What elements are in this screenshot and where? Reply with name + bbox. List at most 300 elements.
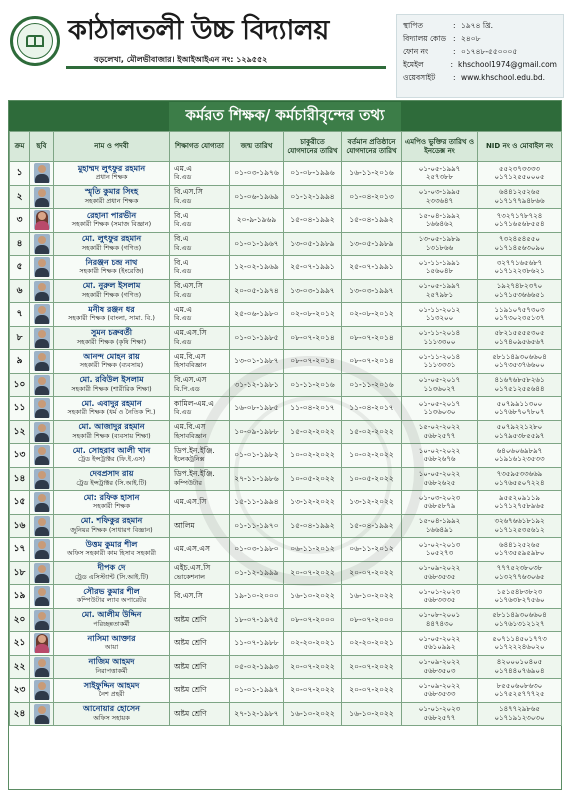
service-join-date-cell — [284, 326, 342, 350]
institution-join-date-cell — [342, 350, 402, 374]
staff-name: মো. এবাদুর রহমান — [81, 398, 142, 408]
name-cell — [54, 162, 170, 186]
name-cell — [54, 538, 170, 562]
birth-date: ১৬-০৮-১৯৮৫ — [234, 403, 279, 412]
service-join-date-cell — [284, 514, 342, 538]
serial-cell: ৯ — [10, 350, 30, 374]
name-cell — [54, 467, 170, 491]
mpo-index: ৫৬৮২৬৭৬ — [423, 455, 456, 464]
mpo-index: ৫৬৮৩৩৩৫ — [423, 596, 456, 605]
institution-join-date: ০৬-১১-২০১২ — [349, 544, 394, 553]
serial-cell: ১৭ — [10, 538, 30, 562]
birth-date-cell — [230, 256, 284, 280]
service-join-date: ০৬-১১-২০১২ — [290, 544, 335, 553]
mpo-date: ০১-০৫-২০২২ — [418, 634, 461, 643]
mpo-index: ১১৩২০০ — [425, 314, 454, 323]
name-cell — [54, 209, 170, 233]
mpo-date: ১৩-০৫-১৯৮৯ — [418, 235, 461, 244]
qualification-primary: অষ্টম শ্রেণি — [174, 614, 207, 624]
mpo-cell — [402, 491, 478, 515]
institution-join-date-cell — [342, 585, 402, 609]
table-row — [10, 232, 562, 256]
birth-date: ২৭-১১-১৯৮৬ — [234, 473, 279, 483]
qualification-primary: অষ্টম শ্রেণি — [174, 685, 207, 694]
staff-designation: সহকারী শিক্ষক (কৃষি শিক্ষা) — [76, 337, 147, 346]
mpo-date: ০১-০৩-২০২৩ — [418, 493, 461, 502]
nid-mobile-cell — [478, 538, 562, 562]
birth-date: ৩১-১২-১৯৮১ — [234, 379, 279, 389]
service-join-date-cell — [284, 397, 342, 421]
institution-join-date: ১৫-০২-২০২২ — [349, 426, 394, 436]
mpo-cell — [402, 209, 478, 233]
mpo-index: ৫৬৮২৫৭৭ — [423, 431, 456, 440]
photo-cell — [30, 303, 54, 327]
qualification-primary: ডিপ.ইন.ইঞ্জি. — [174, 469, 215, 479]
column-header: ক্রম — [10, 132, 30, 162]
serial-cell: ১০ — [10, 373, 30, 397]
birth-date-cell — [230, 608, 284, 632]
birth-date-cell — [230, 162, 284, 186]
staff-photo — [34, 704, 50, 724]
table-row — [10, 420, 562, 444]
service-join-date: ২০-০৭-২০২২ — [290, 685, 335, 694]
service-join-date-cell — [284, 279, 342, 303]
qualification-primary: অষ্টম শ্রেণি — [174, 638, 207, 647]
mobile-number: ০১৭১২৫৩৫৬১২ — [494, 525, 545, 534]
mobile-number: ০১৭৫২৫৭৭৭২৫ — [494, 690, 545, 699]
nid-mobile-cell — [478, 373, 562, 397]
qualification-secondary: বি.পি.এড — [174, 384, 200, 393]
birth-date: ১৫-১১-১৯৯৪ — [234, 497, 279, 506]
photo-cell — [30, 467, 54, 491]
service-join-date: ১৬-১০-২০২২ — [290, 708, 335, 718]
serial-cell: ১২ — [10, 420, 30, 444]
service-join-date-cell — [284, 232, 342, 256]
mpo-cell — [402, 608, 478, 632]
service-join-date-cell — [284, 632, 342, 656]
birth-date: ০১-০১-১৯৮২ — [234, 450, 279, 459]
table-row — [10, 467, 562, 491]
service-join-date-cell — [284, 303, 342, 327]
mpo-date: ০১-০৯-২০২২ — [418, 564, 461, 573]
photo-cell — [30, 326, 54, 350]
qualification-secondary: বি.এড — [174, 243, 192, 252]
column-header: ছবি — [30, 132, 54, 162]
birth-date-cell — [230, 420, 284, 444]
service-join-date-cell — [284, 608, 342, 632]
qualification-primary: ডিপ.ইন.ইঞ্জি. — [174, 445, 215, 455]
photo-cell — [30, 679, 54, 703]
qualification-primary: বি.এস.সি — [174, 281, 203, 291]
mobile-number: ০১৭৬৩৮২৭৫৬০ — [494, 596, 545, 605]
service-join-date: ১৬-১০-২০২২ — [290, 591, 335, 600]
qualification-primary: আলিম — [174, 520, 195, 530]
birth-date-cell — [230, 397, 284, 421]
mpo-cell — [402, 326, 478, 350]
nid-number: ৭৩২৪৫৪৫৫০ — [499, 235, 540, 244]
photo-cell — [30, 162, 54, 186]
mpo-index: ৫৬৮২৬২৫ — [423, 478, 456, 487]
qualification-cell — [170, 655, 230, 679]
serial-cell: ১৬ — [10, 514, 30, 538]
nid-number: ৫০৭৯২২১২৮০ — [496, 423, 543, 432]
birth-date-cell — [230, 561, 284, 585]
table-title: কর্মরত শিক্ষক/ কর্মচারীবৃন্দের তথ্য — [169, 102, 400, 131]
qualification-primary: বি.এস.সি — [174, 187, 203, 197]
staff-name: সুমন চক্রবর্তী — [90, 328, 133, 338]
service-join-date-cell — [284, 444, 342, 468]
name-cell — [54, 420, 170, 444]
birth-date-cell — [230, 702, 284, 726]
birth-date-cell — [230, 655, 284, 679]
mpo-date: ১৫-০৪-১৯৯২ — [418, 517, 461, 526]
mpo-index: ১১১৩৩০০ — [423, 337, 456, 346]
mobile-number: ০১৭৩৫৩৭৬৬০০ — [494, 361, 545, 370]
nid-number: ৬৪৪১২৫২৬৫ — [499, 540, 540, 549]
birth-date-cell — [230, 444, 284, 468]
nid-number: ১৯২৭৪৮২৩৭০ — [496, 282, 543, 291]
institution-join-date: ০১-০৪-২০১৩ — [349, 191, 394, 201]
nid-number: ৮৫৫০৬০৮৬৩০ — [496, 681, 543, 690]
staff-photo — [34, 516, 50, 536]
birth-date: ২০-৯-১৯৬৯ — [236, 215, 277, 224]
staff-name: মো. আজাদুর রহমান — [78, 422, 145, 432]
qualification-cell — [170, 444, 230, 468]
nid-number: ৬৪৪১২৫২৬৫ — [499, 188, 540, 197]
nid-mobile-cell — [478, 209, 562, 233]
mpo-date: ০১-০৫-২০১৭ — [418, 399, 461, 408]
photo-cell — [30, 632, 54, 656]
mpo-cell — [402, 538, 478, 562]
service-join-date-cell — [284, 420, 342, 444]
birth-date-cell — [230, 326, 284, 350]
nid-mobile-cell — [478, 232, 562, 256]
qualification-primary: এম.বি.এস — [174, 351, 206, 361]
table-row — [10, 632, 562, 656]
qualification-primary: অষ্টম শ্রেণি — [174, 661, 207, 671]
school-info-box — [396, 14, 564, 98]
nid-mobile-cell — [478, 350, 562, 374]
staff-name: সাইফুদ্দিন আহমদ — [83, 680, 140, 690]
column-header: নাম ও পদবী — [54, 132, 170, 162]
qualification-cell — [170, 702, 230, 726]
mpo-date: ০১-০২-২০১৩ — [418, 540, 461, 549]
nid-number: ৫০৭১১৪৫০১৭৭৩ — [492, 634, 547, 643]
qualification-primary: এম.এস.সি — [174, 328, 207, 338]
info-label: স্থাপিত — [403, 21, 424, 30]
staff-designation: অফিস সহকারী কাম হিসাব সহকারী — [66, 549, 157, 558]
staff-name: সৌরভ কুমার শীল — [83, 586, 140, 596]
service-join-date-cell — [284, 162, 342, 186]
name-cell — [54, 279, 170, 303]
institution-join-date-cell — [342, 561, 402, 585]
institution-join-date: ০৮-০৭-২০১৪ — [349, 332, 394, 342]
qualification-secondary: বি.এড — [174, 267, 192, 276]
nid-number: ৬৪০৬০৬৯৮৯৭ — [496, 446, 543, 455]
serial-cell: ২৩ — [10, 679, 30, 703]
staff-designation: নিরাপত্তাকর্মী — [95, 666, 128, 675]
staff-designation: আয়া — [104, 643, 119, 652]
service-join-date: ১৩-০৩-১৯৯৭ — [290, 285, 335, 295]
qualification-primary: বি.এ — [174, 234, 189, 244]
service-join-date: ১৩-১২-২০২২ — [290, 497, 335, 506]
table-row — [10, 326, 562, 350]
mpo-index: ১৫৬০৪৮ — [425, 267, 454, 276]
photo-cell — [30, 491, 54, 515]
nid-number: ৭৩২৭১৭৮৭২৪ — [496, 211, 543, 220]
info-label: ফোন নং — [403, 47, 429, 56]
mobile-number: ০১৭১৪৫৬৩০৯০ — [494, 243, 545, 252]
nid-number: ৫০৭৯৯১১৩০০ — [496, 399, 543, 408]
service-join-date: ১৫-০২-২০২২ — [290, 426, 335, 436]
service-join-date-cell — [284, 350, 342, 374]
qualification-primary: বি.এ — [174, 257, 189, 267]
name-cell — [54, 350, 170, 374]
service-join-date-cell — [284, 702, 342, 726]
staff-photo — [34, 257, 50, 277]
table-row — [10, 561, 562, 585]
table-row — [10, 350, 562, 374]
table-title-bar — [9, 101, 561, 131]
nid-mobile-cell — [478, 514, 562, 538]
mpo-index: ৫৬৮৩৫০৩ — [423, 666, 456, 675]
qualification-cell — [170, 397, 230, 421]
name-cell — [54, 585, 170, 609]
mpo-date: ০১-০৫-১৯৯৭ — [418, 164, 461, 173]
photo-cell — [30, 538, 54, 562]
photo-cell — [30, 420, 54, 444]
name-cell — [54, 232, 170, 256]
nid-mobile-cell — [478, 491, 562, 515]
nid-mobile-cell — [478, 702, 562, 726]
staff-designation: সহকারী শিক্ষক (শারীরিক শিক্ষা) — [71, 384, 152, 393]
institution-join-date: ১৩-১২-২০২২ — [349, 497, 394, 506]
service-join-date: ১৫-০৪-১৯৯২ — [290, 215, 335, 224]
mobile-number: ০১৭৩০২৩৫১৩৭ — [494, 314, 545, 323]
service-join-date: ০২-২০-২০২১ — [290, 638, 335, 647]
qualification-cell — [170, 585, 230, 609]
birth-date: ০১-০৬-১৯৬৯ — [234, 191, 279, 201]
qualification-primary: এম.এ — [174, 163, 192, 173]
photo-cell — [30, 444, 54, 468]
service-join-date-cell — [284, 185, 342, 209]
mpo-cell — [402, 420, 478, 444]
mobile-number: ০১৭১৭৭৯৪৮৬৬ — [494, 196, 545, 205]
qualification-secondary: বি.এড — [174, 173, 192, 182]
column-header: বর্তমান প্রতিষ্ঠানে যোগদানের তারিখ — [342, 132, 402, 162]
birth-date: ২৭-১২-১৯৮৭ — [234, 708, 279, 718]
mpo-cell — [402, 162, 478, 186]
institution-join-date: ১৩-০৩-১৯৯৭ — [349, 285, 394, 295]
qualification-secondary: ভোকেশনাল — [174, 572, 205, 581]
mpo-cell — [402, 373, 478, 397]
staff-photo — [34, 657, 50, 677]
school-address: বড়লেখা, মৌলভীবাজার। ইআইআইএন নং: ১২৯৫৫২ — [94, 55, 268, 64]
institution-join-date: ১০-০২-২০২২ — [349, 450, 394, 459]
service-join-date: ১১-০৪-২০১৭ — [290, 403, 335, 412]
info-value: ২৪০৮ — [461, 34, 481, 43]
staff-designation: সহকারী প্রধান শিক্ষক — [84, 196, 139, 205]
info-row — [403, 71, 557, 84]
institution-join-date-cell — [342, 702, 402, 726]
service-join-date-cell — [284, 209, 342, 233]
mobile-number: ০১৭১৬৫৬৮৫৫৪ — [494, 220, 545, 229]
birth-date: ০১-১১-১৯৭০ — [234, 520, 279, 530]
mpo-date: ১০-০২-২০২২ — [418, 446, 461, 455]
staff-name: নিরঞ্জন চন্দ্র নাথ — [85, 257, 138, 267]
staff-designation: প্রধান শিক্ষক — [95, 173, 128, 182]
photo-cell — [30, 185, 54, 209]
nid-number: ৩২৭৭১৬৫৬৮৭ — [496, 258, 543, 267]
mpo-index: ৫৬৮২৫৭৭ — [423, 713, 456, 722]
nid-number: ৫৫২৩৭৩৩৩৩ — [499, 164, 540, 173]
mpo-date: ০১-১১-২০১৪ — [418, 352, 461, 361]
service-join-date: ০২-০৮-২০১২ — [290, 309, 335, 318]
serial-cell: ২ — [10, 185, 30, 209]
serial-cell: ১৯ — [10, 585, 30, 609]
table-header — [10, 132, 562, 162]
photo-cell — [30, 561, 54, 585]
staff-name: মো. লুৎফুর রহমান — [81, 234, 142, 244]
qualification-secondary: বি.এড — [174, 337, 192, 346]
staff-photo — [34, 375, 50, 395]
institution-join-date: ১৫-০৪-১৯৯২ — [349, 215, 394, 224]
birth-date-cell — [230, 350, 284, 374]
qualification-secondary: হিসাববিজ্ঞান — [174, 431, 207, 440]
mpo-cell — [402, 397, 478, 421]
service-join-date: ২০-০৭-২০২২ — [290, 661, 335, 671]
name-cell — [54, 702, 170, 726]
service-join-date-cell — [284, 256, 342, 280]
photo-cell — [30, 209, 54, 233]
qualification-secondary: বি.এড — [174, 290, 192, 299]
staff-designation: সহকারী শিক্ষক (বাংলা, সামা. বি.) — [68, 314, 155, 323]
birth-date: ২৫-০৬-১৯৮০ — [234, 309, 279, 318]
mobile-number: ০১৭২২২৪৬০২০ — [494, 643, 545, 652]
nid-number: ১৫১৫৪৮৩৮২৩ — [496, 587, 543, 596]
staff-name: স্মৃতি কুমার সিংহ — [84, 187, 139, 197]
mobile-number: ০১৭৩৫৫৯৫৯৮০ — [494, 549, 545, 558]
nid-mobile-cell — [478, 397, 562, 421]
name-cell — [54, 514, 170, 538]
staff-name: রেহানা পারভীন — [86, 210, 137, 220]
qualification-cell — [170, 232, 230, 256]
birth-date: ১৮-০৭-১৯৭৫ — [234, 614, 279, 624]
staff-table — [9, 131, 562, 726]
staff-name: নাসিমা আক্তার — [87, 633, 136, 643]
mpo-cell — [402, 655, 478, 679]
birth-date-cell — [230, 491, 284, 515]
table-row — [10, 585, 562, 609]
staff-name: দেবপ্রসাদ রায় — [89, 469, 134, 479]
mpo-date: ০১-১১-২০১২ — [418, 305, 461, 314]
mpo-index: ৪৪৭৪৩০ — [425, 619, 454, 628]
staff-photo — [34, 680, 50, 700]
mpo-date: ০১-০৮-২০০১ — [418, 611, 461, 620]
qualification-cell — [170, 303, 230, 327]
staff-designation: সহকারী শিক্ষক (গণিত) — [81, 290, 142, 299]
service-join-date: ০৮-০৭-২০১৪ — [290, 332, 335, 342]
mpo-cell — [402, 303, 478, 327]
table-row — [10, 185, 562, 209]
staff-name: মো. সোহরাব আলী খান — [72, 445, 151, 455]
institution-join-date-cell — [342, 679, 402, 703]
school-header — [6, 6, 564, 92]
institution-join-date: ১৩-০৫-১৯৮৯ — [349, 238, 394, 248]
institution-join-date: ১৬-১১-২০১৬ — [349, 168, 394, 177]
staff-photo — [34, 469, 50, 489]
institution-join-date: ২৫-০৭-১৯৯১ — [349, 262, 394, 271]
photo-cell — [30, 279, 54, 303]
staff-name: আনন্দ মোহন রায় — [83, 351, 140, 361]
mobile-number: ০১৭৬১৩১২১২৭ — [494, 619, 545, 628]
qualification-cell — [170, 679, 230, 703]
photo-cell — [30, 702, 54, 726]
mobile-number: ০১৭১৫৩৬৬৬৫১ — [494, 290, 545, 299]
mpo-index: ১১১৩৩৩১ — [423, 361, 456, 370]
nid-mobile-cell — [478, 162, 562, 186]
birth-date-cell — [230, 585, 284, 609]
mobile-number: ০১৭৫১২৫৫৬৪৪ — [494, 384, 545, 393]
institution-join-date-cell — [342, 420, 402, 444]
info-row — [403, 58, 557, 71]
serial-cell: ৩ — [10, 209, 30, 233]
name-cell — [54, 561, 170, 585]
qualification-cell — [170, 185, 230, 209]
qualification-cell — [170, 608, 230, 632]
institution-join-date: ১১-০৪-২০১৭ — [349, 403, 394, 412]
mobile-number: ০১৯১৬১২৩৫৩৩ — [494, 455, 545, 464]
institution-join-date: ১৬-১০-২০২২ — [349, 591, 394, 600]
table-row — [10, 303, 562, 327]
mpo-date: ০১-০৫-১৯৯৭ — [418, 282, 461, 291]
birth-date-cell — [230, 514, 284, 538]
nid-mobile-cell — [478, 326, 562, 350]
mobile-number: ০১৭১২৫৫০০০৫ — [494, 173, 545, 182]
birth-date: ১১-০৭-১৯৮৮ — [234, 638, 279, 647]
mpo-index: ৫৬৮৩৫৩৫ — [423, 572, 456, 581]
nid-mobile-cell — [478, 420, 562, 444]
service-join-date-cell — [284, 585, 342, 609]
birth-date-cell — [230, 632, 284, 656]
nid-mobile-cell — [478, 467, 562, 491]
mpo-index: ২৩৩৬৪৭ — [425, 196, 454, 205]
name-cell — [54, 491, 170, 515]
mpo-cell — [402, 632, 478, 656]
mobile-number: ০১৭৪০৯৫৬৫৬৭ — [494, 337, 545, 346]
institution-join-date-cell — [342, 256, 402, 280]
mpo-cell — [402, 702, 478, 726]
mpo-date: ০১-১১-২০১৪ — [418, 329, 461, 338]
birth-date: ০১-১২-১৯৯৯ — [234, 567, 279, 577]
staff-photo — [34, 234, 50, 254]
serial-cell: ২১ — [10, 632, 30, 656]
info-value: ১৯৭৪ খ্রি. — [461, 21, 493, 30]
qualification-secondary: হিসাববিজ্ঞান — [174, 361, 207, 370]
table-row — [10, 655, 562, 679]
mpo-index: ৫৬৮৫৮৭৯ — [423, 502, 456, 511]
mobile-number: ০১৭৬৫৫০৭২২৪ — [494, 478, 545, 487]
nid-mobile-cell — [478, 632, 562, 656]
qualification-primary: বি.এস.এস — [174, 375, 207, 385]
staff-photo — [34, 539, 50, 559]
name-cell — [54, 256, 170, 280]
column-header: NID নং ও মোবাইল নং — [478, 132, 562, 162]
nid-number: ১১৯১০৭৫৭৩০৩ — [494, 305, 545, 314]
institution-join-date: ২০-০৭-২০২২ — [349, 685, 394, 694]
serial-cell: ১৪ — [10, 467, 30, 491]
table-row — [10, 538, 562, 562]
